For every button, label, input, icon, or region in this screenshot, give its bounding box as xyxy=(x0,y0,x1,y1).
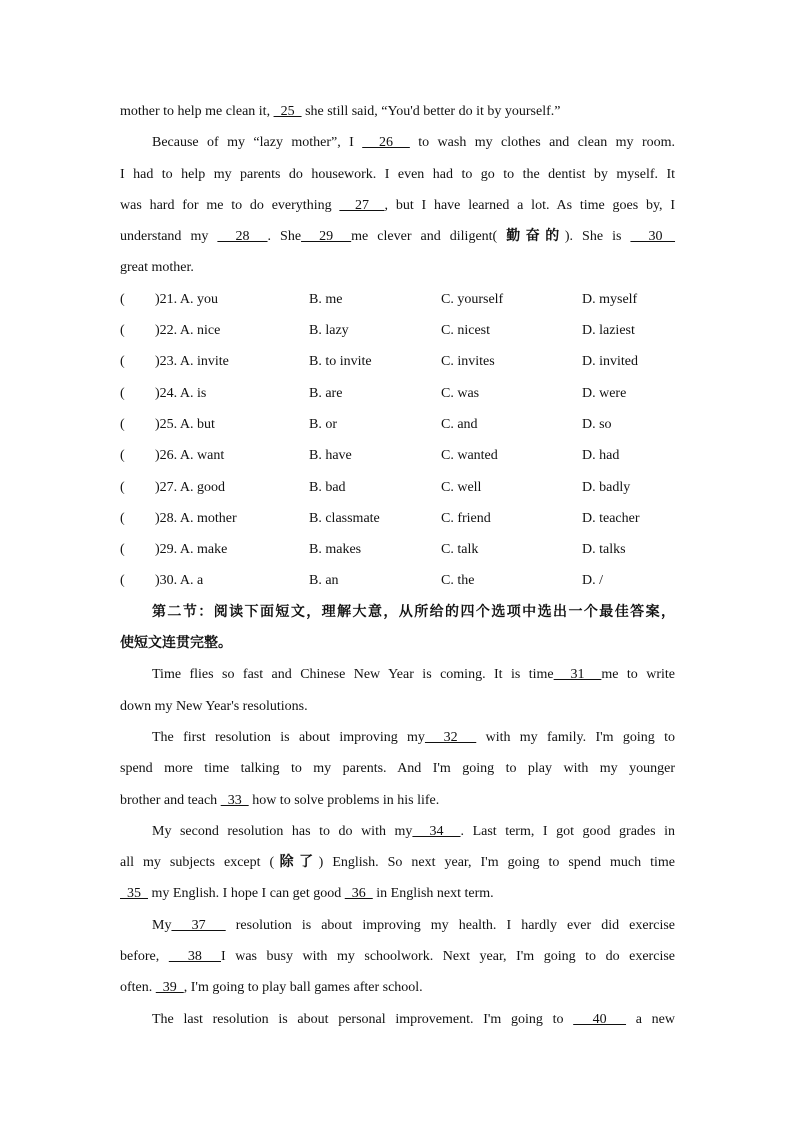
option-a: )30. A. a xyxy=(155,573,204,589)
option-d: D. invited xyxy=(582,354,638,370)
option-c: C. invites xyxy=(441,354,495,370)
option-a: )25. A. but xyxy=(155,416,215,432)
text-run: to wash my clothes and clean my room. xyxy=(409,135,675,151)
answer-blank: 28 xyxy=(217,229,268,245)
option-row xyxy=(120,565,675,596)
option-c: C. and xyxy=(441,416,478,432)
text-line xyxy=(120,910,675,941)
text-run: . Last term, I got good grades in xyxy=(460,823,676,839)
text-line xyxy=(120,127,675,158)
answer-blank: 33 xyxy=(220,792,249,808)
chinese-gloss: 勤奋的 xyxy=(506,228,565,245)
option-d: D. / xyxy=(582,573,603,589)
text-run: spend more time talking to my parents. And I'm going to play with my younger xyxy=(120,761,675,777)
option-c: C. well xyxy=(441,479,482,495)
option-d: D. so xyxy=(582,416,612,432)
text-run: down my New Year's resolutions. xyxy=(120,698,308,714)
option-a: )29. A. make xyxy=(155,542,228,558)
answer-blank: 29 xyxy=(301,229,352,245)
answer-bracket[interactable]: ( xyxy=(120,479,125,495)
document-page xyxy=(120,96,675,1035)
answer-bracket[interactable]: ( xyxy=(120,354,125,370)
option-a: )27. A. good xyxy=(155,479,225,495)
option-c: C. the xyxy=(441,573,475,589)
passage-two xyxy=(120,659,675,1035)
option-c: C. friend xyxy=(441,510,491,526)
option-b: B. or xyxy=(309,416,337,432)
text-run: how to solve problems in his life. xyxy=(248,792,440,808)
text-run: Time flies so fast and Chinese New Year is coming. It is time xyxy=(152,667,554,683)
text-line xyxy=(120,722,675,753)
answer-bracket[interactable]: ( xyxy=(120,448,125,464)
answer-blank: 35 xyxy=(120,886,148,902)
text-run: The first resolution is about improving my xyxy=(152,729,425,745)
answer-bracket[interactable]: ( xyxy=(120,291,125,307)
text-line xyxy=(120,96,675,127)
option-row xyxy=(120,284,675,315)
option-b: B. to invite xyxy=(309,354,372,370)
text-run: , but I have learned a lot. As time goes by, I xyxy=(384,197,676,213)
text-run: all my subjects except ( xyxy=(120,855,275,871)
option-row xyxy=(120,315,675,346)
section-two-line-1: 第二节：阅读下面短文，理解大意，从所给的四个选项中选出一个最佳答案， xyxy=(152,603,675,620)
option-b: B. are xyxy=(309,385,343,401)
option-a: )26. A. want xyxy=(155,448,225,464)
text-run: my English. I hope I can get good xyxy=(148,886,345,902)
answer-blank: 34 xyxy=(412,823,461,839)
option-b: B. me xyxy=(309,291,343,307)
section-two-heading xyxy=(120,597,675,660)
text-run: with my family. I'm going to xyxy=(476,729,675,745)
option-d: D. myself xyxy=(582,291,638,307)
text-line xyxy=(120,659,675,690)
text-run: she still said, “You'd better do it by yourself.” xyxy=(301,104,561,119)
text-run: great mother. xyxy=(120,260,194,276)
option-row xyxy=(120,346,675,377)
text-line xyxy=(120,753,675,784)
text-line xyxy=(120,941,675,972)
option-row xyxy=(120,440,675,471)
text-run: I had to help my parents do housework. I even had to go to the dentist by myself. It xyxy=(120,166,675,182)
option-row xyxy=(120,378,675,409)
answer-blank: 39 xyxy=(155,980,184,996)
text-line xyxy=(120,252,675,283)
option-c: C. was xyxy=(441,385,480,401)
text-run: understand my xyxy=(120,229,218,245)
option-c: C. wanted xyxy=(441,448,498,464)
answer-blank: 38 xyxy=(168,949,221,965)
text-run: I was busy with my schoolwork. Next year, I'm going to do exercise xyxy=(221,949,675,965)
answer-blank: 30 xyxy=(630,229,676,245)
option-a: )22. A. nice xyxy=(155,323,221,339)
text-run: My second resolution has to do with my xyxy=(152,823,413,839)
answer-blank: 31 xyxy=(553,667,602,683)
answer-bracket[interactable]: ( xyxy=(120,385,125,401)
text-line xyxy=(120,691,675,722)
chinese-gloss: 除了 xyxy=(274,854,319,871)
answer-bracket[interactable]: ( xyxy=(120,510,125,526)
option-row xyxy=(120,409,675,440)
text-run: My xyxy=(152,917,172,933)
text-run: me clever and diligent( xyxy=(351,229,507,245)
text-run: was hard for me to do everything xyxy=(120,197,340,213)
text-line xyxy=(120,878,675,909)
answer-blank: 27 xyxy=(339,197,385,213)
text-run: often. xyxy=(120,980,156,996)
text-line xyxy=(120,972,675,1003)
answer-bracket[interactable]: ( xyxy=(120,573,125,589)
answer-blank: 32 xyxy=(424,729,477,745)
text-run: me to write xyxy=(601,667,675,683)
section-two-line-2: 使短文连贯完整。 xyxy=(120,635,232,652)
text-run: Because of my “lazy mother”, I xyxy=(152,135,363,151)
text-run: ) English. So next year, I'm going to spend much time xyxy=(318,855,675,871)
text-run: before, xyxy=(120,949,169,965)
option-row xyxy=(120,472,675,503)
option-b: B. classmate xyxy=(309,510,380,526)
option-row xyxy=(120,503,675,534)
answer-blank: 26 xyxy=(362,135,410,151)
answer-bracket[interactable]: ( xyxy=(120,416,125,432)
option-b: B. have xyxy=(309,448,352,464)
text-run: ). She is xyxy=(564,229,631,245)
option-a: )23. A. invite xyxy=(155,354,229,370)
passage-one xyxy=(120,96,675,284)
text-line xyxy=(120,847,675,878)
option-b: B. makes xyxy=(309,542,362,558)
option-a: )21. A. you xyxy=(155,291,218,307)
option-c: C. nicest xyxy=(441,323,490,339)
text-line xyxy=(120,1004,675,1035)
text-run: resolution is about improving my health. I hardly ever did exercise xyxy=(225,917,676,933)
text-run: mother to help me clean it, xyxy=(120,104,274,119)
option-c: C. talk xyxy=(441,542,479,558)
option-d: D. badly xyxy=(582,479,631,495)
option-b: B. bad xyxy=(309,479,346,495)
answer-blank: 25 xyxy=(273,104,302,119)
option-d: D. laziest xyxy=(582,323,635,339)
answer-blank: 36 xyxy=(344,886,373,902)
text-run: in English next term. xyxy=(372,886,494,902)
text-run: a new xyxy=(626,1011,675,1027)
option-d: D. talks xyxy=(582,542,626,558)
option-d: D. had xyxy=(582,448,620,464)
option-c: C. yourself xyxy=(441,291,504,307)
text-run: brother and teach xyxy=(120,792,221,808)
text-run: . She xyxy=(267,229,302,245)
text-line xyxy=(120,785,675,816)
option-d: D. were xyxy=(582,385,627,401)
options-list xyxy=(120,284,675,597)
option-b: B. lazy xyxy=(309,323,349,339)
text-line xyxy=(120,816,675,847)
answer-blank: 37 xyxy=(171,917,226,933)
answer-bracket[interactable]: ( xyxy=(120,542,125,558)
answer-bracket[interactable]: ( xyxy=(120,323,125,339)
option-row xyxy=(120,534,675,565)
option-a: )24. A. is xyxy=(155,385,207,401)
text-run: The last resolution is about personal improvement. I'm going to xyxy=(152,1011,574,1027)
option-b: B. an xyxy=(309,573,339,589)
answer-blank: 40 xyxy=(573,1011,627,1027)
text-run: , I'm going to play ball games after school. xyxy=(183,980,423,996)
option-d: D. teacher xyxy=(582,510,640,526)
text-line xyxy=(120,221,675,252)
option-a: )28. A. mother xyxy=(155,510,237,526)
text-line xyxy=(120,190,675,221)
text-line xyxy=(120,159,675,190)
